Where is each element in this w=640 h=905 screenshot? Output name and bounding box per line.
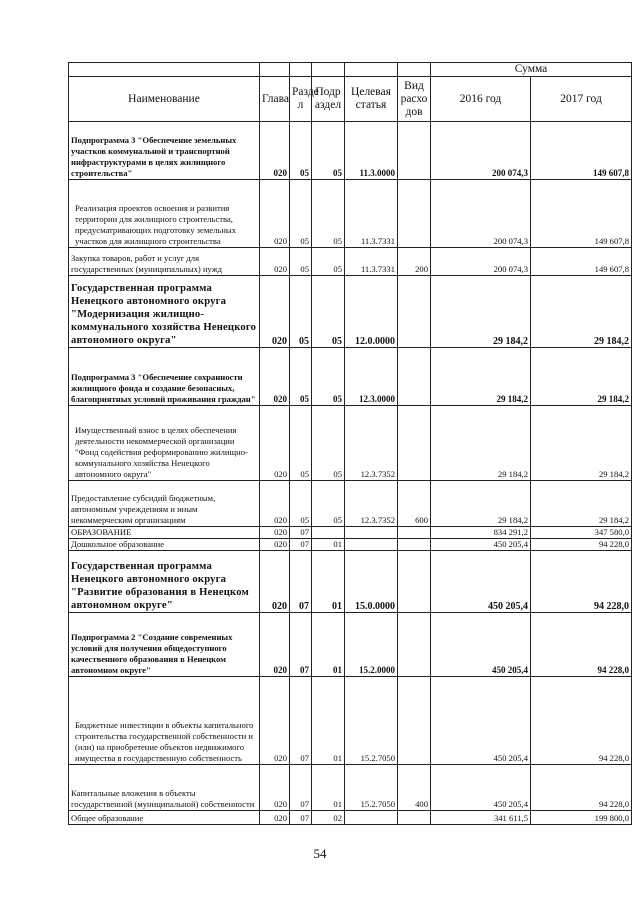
row-vid xyxy=(398,276,431,348)
header-row xyxy=(69,77,632,122)
row-razdel: 05 xyxy=(290,481,312,527)
header-spacer xyxy=(312,63,345,77)
row-2016: 29 184,2 xyxy=(431,348,531,406)
row-2017: 94 228,0 xyxy=(531,551,632,613)
row-name: Подпрограмма 3 "Обеспечение земельных участков коммунальной и транспортной инфраструктурами в целях жилищного строительства" xyxy=(69,122,260,180)
header-summa: Сумма xyxy=(431,63,632,77)
row-razdel: 07 xyxy=(290,811,312,825)
row-2017: 94 228,0 xyxy=(531,539,632,551)
row-razdel: 05 xyxy=(290,276,312,348)
row-podrazdel xyxy=(312,527,345,539)
header-vid-raskhodov: Вид расхо дов xyxy=(398,77,431,122)
row-statya: 15.0.0000 xyxy=(345,551,398,613)
row-glava: 020 xyxy=(260,527,290,539)
row-2017: 94 228,0 xyxy=(531,677,632,765)
row-name: Государственная программа Ненецкого автономного округа "Развитие образования в Ненецком автономном округе" xyxy=(69,551,260,613)
row-vid xyxy=(398,406,431,481)
table-row xyxy=(69,613,632,677)
row-glava: 020 xyxy=(260,481,290,527)
row-statya xyxy=(345,527,398,539)
row-name: Государственная программа Ненецкого автономного округа "Модернизация жилищно-коммунального хозяйства Ненецкого автономного округа" xyxy=(69,276,260,348)
table-row xyxy=(69,677,632,765)
row-vid xyxy=(398,539,431,551)
row-2016: 450 205,4 xyxy=(431,613,531,677)
row-vid xyxy=(398,348,431,406)
row-2016: 341 611,5 xyxy=(431,811,531,825)
row-2017: 149 607,8 xyxy=(531,180,632,248)
row-podrazdel: 05 xyxy=(312,481,345,527)
table-row xyxy=(69,765,632,811)
row-name: Имущественный взнос в целях обеспечения деятельности некоммерческой организации "Фонд содействия реформированию жилищно-коммунального хозяйства Ненецкого автономного округа" xyxy=(69,406,260,481)
row-2016: 834 291,2 xyxy=(431,527,531,539)
table-row xyxy=(69,406,632,481)
row-2016: 200 074,3 xyxy=(431,248,531,276)
row-podrazdel: 01 xyxy=(312,613,345,677)
row-name: Подпрограмма 2 "Создание современных условий для получения общедоступного качественного образования в Ненецком автономном округе" xyxy=(69,613,260,677)
header-2016: 2016 год xyxy=(431,77,531,122)
row-2016: 200 074,3 xyxy=(431,180,531,248)
row-2016: 450 205,4 xyxy=(431,551,531,613)
row-name: ОБРАЗОВАНИЕ xyxy=(69,527,260,539)
row-vid xyxy=(398,613,431,677)
row-glava: 020 xyxy=(260,276,290,348)
row-glava: 020 xyxy=(260,248,290,276)
header-spacer xyxy=(398,63,431,77)
row-vid xyxy=(398,527,431,539)
row-statya: 15.2.7050 xyxy=(345,677,398,765)
row-2017: 29 184,2 xyxy=(531,481,632,527)
row-2017: 149 607,8 xyxy=(531,122,632,180)
row-razdel: 05 xyxy=(290,180,312,248)
row-razdel: 05 xyxy=(290,248,312,276)
row-name: Подпрограмма 3 "Обеспечение сохранности жилищного фонда и создание безопасных, благоприятных условий проживания граждан" xyxy=(69,348,260,406)
row-podrazdel: 01 xyxy=(312,551,345,613)
row-statya: 12.3.0000 xyxy=(345,348,398,406)
header-podrazdel: Подр аздел xyxy=(312,77,345,122)
row-razdel: 05 xyxy=(290,406,312,481)
header-2017: 2017 год xyxy=(531,77,632,122)
row-2016: 200 074,3 xyxy=(431,122,531,180)
row-razdel: 07 xyxy=(290,527,312,539)
row-vid xyxy=(398,551,431,613)
budget-sheet xyxy=(68,62,631,825)
table-row xyxy=(69,248,632,276)
row-2017: 94 228,0 xyxy=(531,765,632,811)
row-podrazdel: 02 xyxy=(312,811,345,825)
header-spacer xyxy=(69,63,260,77)
row-podrazdel: 05 xyxy=(312,248,345,276)
header-spacer xyxy=(260,63,290,77)
row-2016: 29 184,2 xyxy=(431,481,531,527)
row-name: Общее образование xyxy=(69,811,260,825)
row-podrazdel: 01 xyxy=(312,765,345,811)
row-statya: 12.3.7352 xyxy=(345,406,398,481)
row-2017: 94 228,0 xyxy=(531,613,632,677)
header-glava: Глава xyxy=(260,77,290,122)
row-2017: 199 800,0 xyxy=(531,811,632,825)
row-statya xyxy=(345,811,398,825)
page-number: 54 xyxy=(313,846,327,861)
row-razdel: 07 xyxy=(290,551,312,613)
row-2017: 149 607,8 xyxy=(531,248,632,276)
row-glava: 020 xyxy=(260,180,290,248)
row-statya: 11.3.7331 xyxy=(345,180,398,248)
row-name: Бюджетные инвестиции в объекты капитального строительства государственной собственности и (или) на приобретение объектов недвижимого имущества в государственную собственность xyxy=(69,677,260,765)
row-name: Реализация проектов освоения и развития территории для жилищного строительства, предусматривающих подготовку земельных участков для жилищного строительства xyxy=(69,180,260,248)
row-vid xyxy=(398,811,431,825)
budget-table xyxy=(68,62,632,825)
row-podrazdel: 05 xyxy=(312,406,345,481)
row-2017: 29 184,2 xyxy=(531,276,632,348)
row-statya xyxy=(345,539,398,551)
row-2016: 450 205,4 xyxy=(431,765,531,811)
row-glava: 020 xyxy=(260,348,290,406)
table-row xyxy=(69,180,632,248)
row-vid xyxy=(398,180,431,248)
table-row xyxy=(69,481,632,527)
row-statya: 12.3.7352 xyxy=(345,481,398,527)
header-row-top xyxy=(69,63,632,77)
row-razdel: 07 xyxy=(290,765,312,811)
row-podrazdel: 01 xyxy=(312,677,345,765)
row-glava: 020 xyxy=(260,551,290,613)
table-row xyxy=(69,276,632,348)
row-podrazdel: 05 xyxy=(312,122,345,180)
row-glava: 020 xyxy=(260,122,290,180)
row-glava: 020 xyxy=(260,677,290,765)
row-2016: 29 184,2 xyxy=(431,276,531,348)
header-razdel: Разде л xyxy=(290,77,312,122)
row-vid: 200 xyxy=(398,248,431,276)
header-spacer xyxy=(345,63,398,77)
row-statya: 12.0.0000 xyxy=(345,276,398,348)
header-spacer xyxy=(290,63,312,77)
row-2016: 450 205,4 xyxy=(431,539,531,551)
table-row xyxy=(69,527,632,539)
row-statya: 15.2.0000 xyxy=(345,613,398,677)
table-row xyxy=(69,551,632,613)
row-2017: 29 184,2 xyxy=(531,406,632,481)
row-glava: 020 xyxy=(260,765,290,811)
row-glava: 020 xyxy=(260,406,290,481)
row-razdel: 05 xyxy=(290,348,312,406)
row-2016: 450 205,4 xyxy=(431,677,531,765)
row-razdel: 07 xyxy=(290,677,312,765)
row-glava: 020 xyxy=(260,539,290,551)
row-glava: 020 xyxy=(260,613,290,677)
row-razdel: 07 xyxy=(290,613,312,677)
row-name: Закупка товаров, работ и услуг для государственных (муниципальных) нужд xyxy=(69,248,260,276)
row-vid: 400 xyxy=(398,765,431,811)
row-podrazdel: 01 xyxy=(312,539,345,551)
row-razdel: 05 xyxy=(290,122,312,180)
row-2017: 29 184,2 xyxy=(531,348,632,406)
table-row xyxy=(69,811,632,825)
row-2017: 347 580,0 xyxy=(531,527,632,539)
row-podrazdel: 05 xyxy=(312,348,345,406)
row-statya: 11.3.0000 xyxy=(345,122,398,180)
row-vid xyxy=(398,122,431,180)
table-row xyxy=(69,122,632,180)
row-2016: 29 184,2 xyxy=(431,406,531,481)
table-row xyxy=(69,348,632,406)
row-podrazdel: 05 xyxy=(312,180,345,248)
row-name: Дошкольное образование xyxy=(69,539,260,551)
row-vid xyxy=(398,677,431,765)
row-glava: 020 xyxy=(260,811,290,825)
row-statya: 15.2.7050 xyxy=(345,765,398,811)
row-statya: 11.3.7331 xyxy=(345,248,398,276)
row-name: Капитальные вложения в объекты государственной (муниципальной) собственности xyxy=(69,765,260,811)
header-tselevaya-statya: Целевая статья xyxy=(345,77,398,122)
row-razdel: 07 xyxy=(290,539,312,551)
header-naimenovanie: Наименование xyxy=(69,77,260,122)
row-podrazdel: 05 xyxy=(312,276,345,348)
row-vid: 600 xyxy=(398,481,431,527)
table-row xyxy=(69,539,632,551)
row-name: Предоставление субсидий бюджетным, автономным учреждениям и иным некоммерческим организациям xyxy=(69,481,260,527)
